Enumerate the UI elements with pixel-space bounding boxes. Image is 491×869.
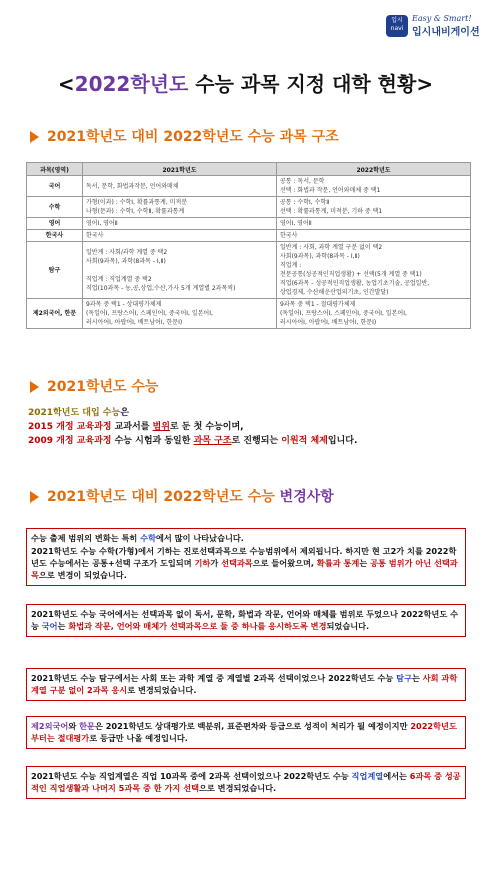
triangle-bullet-icon [30,131,39,143]
logo-tagline: Easy & Smart! [412,14,472,23]
cell-2022: 9과목 중 택1 - 절대평가체제 (독일어Ⅰ, 프랑스어Ⅰ, 스페인어Ⅰ, 중국어Ⅰ, 일본어Ⅰ, 러시아어Ⅰ, 아랍어Ⅰ, 베트남어Ⅰ, 한문Ⅰ) [277,299,471,329]
intro-paragraph: 2021학년도 대입 수능은 2015 개정 교육과정 교과서를 범위로 둔 첫 수능이며, 2009 개정 교육과정 수능 시험과 동일한 과목 구조로 진행되는 이원적 체제입니다. [28,408,358,446]
cell-2022: 한국사 [277,230,471,242]
table-row [27,230,471,242]
logo-badge-icon: 입시 navi [386,15,408,37]
section-heading-structure: 2021학년도 대비 2022학년도 수능 과목 구조 [30,126,339,146]
cell-2022: 공통 : 수학Ⅰ, 수학Ⅱ 선택 : 확률과통계, 미적분, 기하 중 택1 [277,197,471,218]
logo-name: 입시내비게이션 [412,27,480,38]
comparison-table [26,162,471,329]
triangle-bullet-icon [30,381,39,393]
logo [386,14,480,38]
table-row [27,299,471,329]
table-row [27,176,471,197]
cell-2022: 일반계 : 사회, 과학 계열 구분 없이 택2 사회(9과목), 과학(8과목 - Ⅰ,Ⅱ) 직업계 : 전문공통(성공적인직업생활) + 선택(5개 계열 중 택1) 직업(6과목 - 성공적인직업생활, 농업기초기술, 공업일반, 상업경제, 수산해운산업의기초, 인간발달) [277,242,471,299]
cell-2022: 영어Ⅰ, 영어Ⅱ [277,218,471,230]
change-box-korean: 2021학년도 수능 국어에서는 선택과목 없이 독서, 문학, 화법과 작문, 언어와 매체를 범위로 두었으나 2022학년도 수능 국어는 화법과 작문, 언어와 매체가 선택과목으로 둘 중 하나를 응시하도록 변경되었습니다. [26,604,466,637]
cell-2021: 한국사 [83,230,277,242]
section-heading-changes: 2021학년도 대비 2022학년도 수능 변경사항 [30,486,334,506]
change-box-inquiry: 2021학년도 수능 탐구에서는 사회 또는 과학 계열 중 계열별 2과목 선택이었으나 2022학년도 수능 탐구는 사회 과학 계열 구분 없이 2과목 응시로 변경되었습니다. [26,668,466,701]
cell-2022: 공통 : 독서, 문학 선택 : 화법과 작문, 언어와매체 중 택1 [277,176,471,197]
table-row [27,218,471,230]
cell-2021: 독서, 문학, 화법과작문, 언어와매체 [83,176,277,197]
change-box-vocational: 2021학년도 수능 직업계열은 직업 10과목 중에 2과목 선택이었으나 2022학년도 수능 직업계열에서는 6과목 중 성공적인 직업생활과 나머지 5과목 중 한 가지 선택으로 변경되었습니다. [26,766,466,799]
cell-2021: 일반계 : 사회/과학 계열 중 택2 사회(9과목), 과학(8과목 - Ⅰ,Ⅱ) 직업계 : 직업계열 중 택2 직업(10과목 - 농,공,상업,수산,가사 5개 계열별 2과목씩) [83,242,277,299]
cell-2021: 가형(이과) : 수학Ⅰ, 확률과통계, 미적분 나형(문과) : 수학Ⅰ, 수학Ⅱ, 확률과통계 [83,197,277,218]
subject-cell: 탐구 [27,242,83,299]
table-row [27,242,471,299]
cell-2021: 영어Ⅰ, 영어Ⅱ [83,218,277,230]
subject-cell: 수학 [27,197,83,218]
table-row [27,197,471,218]
table-header-cell: 과목(영역) [27,163,83,176]
subject-cell: 제2외국어, 한문 [27,299,83,329]
section-heading-2021: 2021학년도 수능 [30,376,158,396]
change-box-math: 수능 출제 범위의 변화는 특히 수학에서 많이 나타났습니다. 2021학년도 수능 수학(가형)에서 기하는 진로선택과목으로 수능범위에서 제외됩니다. 하지만 현 고2가 치를 2022학년도 수능에서는 공통+선택 구조가 도입되며 기하가 선택과목으로 들어왔으며, 확률과 통계는 공통 범위가 아닌 선택과목으로 변경이 되었습니다. [26,528,466,586]
table-header-row [27,163,471,176]
page-title: <2022학년도 수능 과목 지정 대학 현황> [57,72,434,96]
subject-cell: 국어 [27,176,83,197]
triangle-bullet-icon [30,491,39,503]
subject-cell: 영어 [27,218,83,230]
change-box-foreign-language: 제2외국어와 한문은 2021학년도 상대평가로 백분위, 표준편차와 등급으로 성적이 처리가 될 예정이지만 2022학년도부터는 절대평가로 등급만 나올 예정입니다. [26,716,466,749]
table-header-cell: 2022학년도 [277,163,471,176]
subject-cell: 한국사 [27,230,83,242]
table-header-cell: 2021학년도 [83,163,277,176]
cell-2021: 9과목 중 택1 - 상대평가체제 (독일어Ⅰ, 프랑스어Ⅰ, 스페인어Ⅰ, 중국어Ⅰ, 일본어Ⅰ, 러시아어Ⅰ, 아랍어Ⅰ, 베트남어Ⅰ, 한문Ⅰ) [83,299,277,329]
